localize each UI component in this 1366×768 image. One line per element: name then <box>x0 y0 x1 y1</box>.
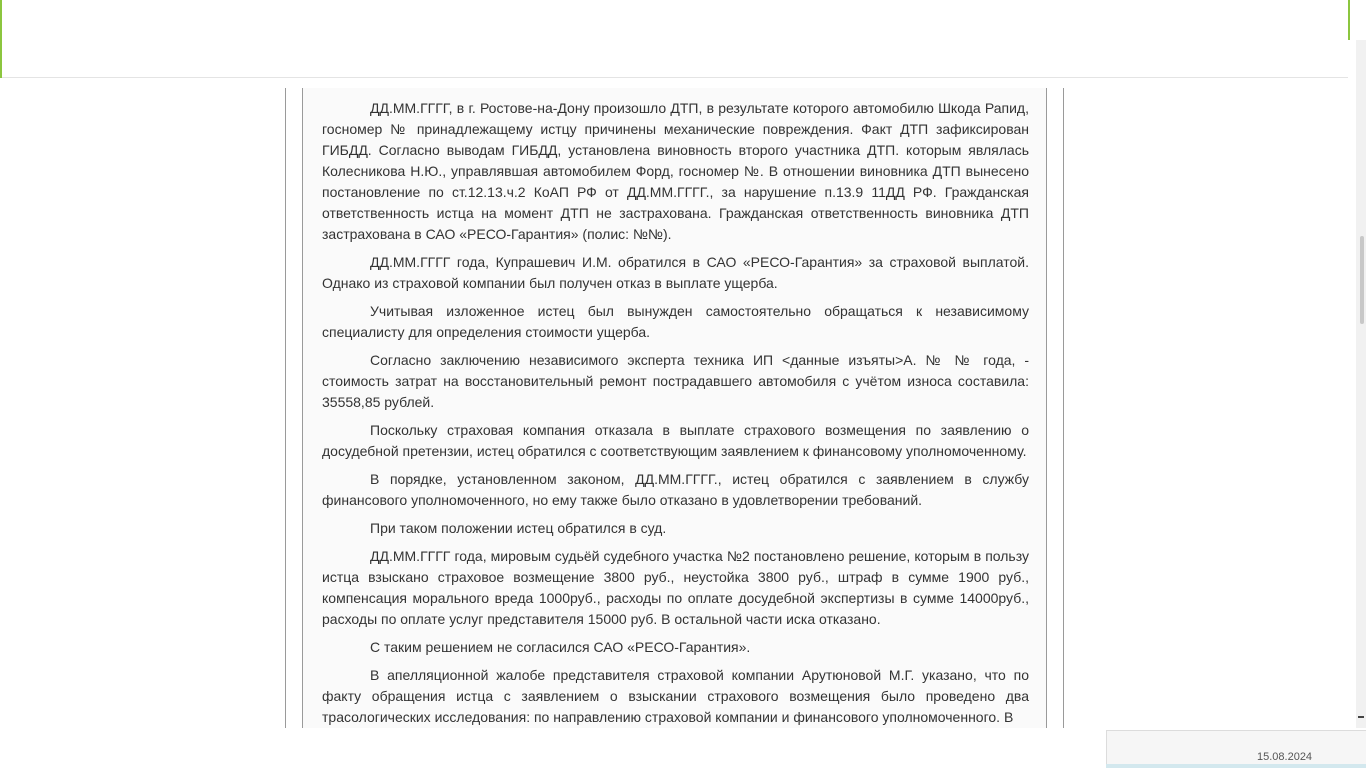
paragraph-1: ДД.ММ.ГГГГ, в г. Ростове-на-Дону произошло ДТП, в результате которого автомобилю Шкода Рапид, госномер № принадлежащему истцу причинены механические повреждения. Факт ДТП зафиксирован ГИБДД. Согласно выводам ГИБДД, установлена виновность второго участника ДТП. которым являлась Колесникова Н.Ю., управлявшая автомобилем Форд, госномер №. В отношении виновника ДТП вынесено постановление по ст.12.13.ч.2 КоАП РФ от ДД.ММ.ГГГГ., за нарушение п.13.9 11ДД РФ. Гражданская ответственность истца на момент ДТП не застрахована. Гражданская ответственность виновника ДТП застрахована в САО «РЕСО-Гарантия» (полис: №№). <box>322 100 1029 242</box>
document-page <box>285 88 1064 728</box>
paragraph-2: ДД.ММ.ГГГГ года, Купрашевич И.М. обратился в САО «РЕСО-Гарантия» за страховой выплатой. Однако из страховой компании был получен отказ в выплате ущерба. <box>322 254 1029 291</box>
corner-widget-accent <box>1106 764 1366 768</box>
document-body <box>302 88 1047 728</box>
paragraph-9: С таким решением не согласился САО «РЕСО-Гарантия». <box>370 639 751 655</box>
scrollbar-marker <box>1358 716 1364 718</box>
paragraph-6: В порядке, установленном законом, ДД.ММ.ГГГГ., истец обратился с заявлением в службу финансового уполномоченного, но ему также было отказано в удовлетворении требований. <box>322 471 1029 508</box>
paragraph-8: ДД.ММ.ГГГГ года, мировым судьёй судебного участка №2 постановлено решение, которым в пользу истца взыскано страховое возмещение 3800 руб., неустойка 3800 руб., штраф в сумме 1900 руб., компенсация морального вреда 1000руб., расходы по оплате досудебной экспертизы в сумме 14000руб., расходы по оплате услуг представителя 15000 руб. В остальной части иска отказано. <box>322 548 1029 627</box>
paragraph-3: Учитывая изложенное истец был вынужден самостоятельно обращаться к независимому специалисту для определения стоимости ущерба. <box>322 303 1029 340</box>
scrollbar-thumb[interactable] <box>1360 236 1364 324</box>
paragraph-5: Поскольку страховая компания отказала в выплате страхового возмещения по заявлению о досудебной претензии, истец обратился с соответствующим заявлением к финансовому уполномоченному. <box>322 422 1029 459</box>
document-text <box>322 98 1029 728</box>
page-scrollbar[interactable] <box>1356 40 1366 730</box>
paragraph-10: В апелляционной жалобе представителя страховой компании Арутюновой М.Г. указано, что по факту обращения истца с заявлением о взыскании страхового возмещения было проведено два трасологических исследования: по направлению страховой компании и финансового уполномоченного. В <box>322 667 1029 725</box>
paragraph-4: Согласно заключению независимого эксперта техника ИП <данные изъяты>А. № № года, - стоимость затрат на восстановительный ремонт пострадавшего автомобиля с учётом износа составила: 35558,85 рублей. <box>322 352 1029 410</box>
corner-widget-text: 15.08.2024 <box>1257 751 1313 763</box>
right-accent-line <box>1348 0 1350 40</box>
corner-widget <box>1106 730 1366 768</box>
paragraph-7: При таком положении истец обратился в суд. <box>370 520 667 536</box>
left-accent-line <box>0 0 2 78</box>
header-divider <box>2 77 1348 78</box>
